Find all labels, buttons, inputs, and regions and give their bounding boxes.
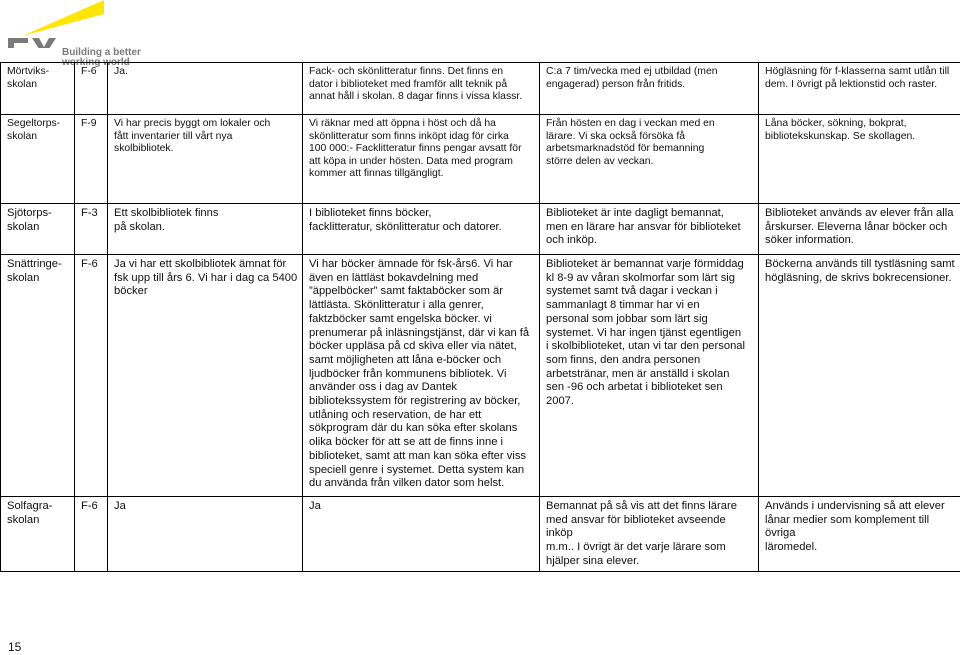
usage-cell: Högläsning för f-klasserna samt utlån till dem. I övrigt på lektionstid och raster. [759, 63, 960, 115]
table-row [1, 115, 960, 204]
grade-cell: F-6 [75, 63, 108, 115]
staffing-cell: Biblioteket är inte dagligt bemannat, men en lärare har ansvar för biblioteket och inköp. [540, 204, 759, 255]
table-row [1, 63, 960, 115]
books-cell: Vi räknar med att öppna i höst och då ha skönlitteratur som finns inköpt idag för cirka 100 000:- Facklitteratur finns pengar avsatt för att köpa in under hösten. Data med program kommer att finnas tillgängligt. [303, 115, 540, 204]
library-cell: Ett skolbibliotek finns på skolan. [108, 204, 303, 255]
page-number: 15 [8, 640, 22, 654]
table-row [1, 204, 960, 255]
ey-logo [4, 0, 144, 68]
grade-cell: F-6 [75, 255, 108, 497]
school-name-cell: Sjötorps- skolan [1, 204, 75, 255]
staffing-cell: Från hösten en dag i veckan med en lärare. Vi ska också försöka få arbetsmarknadstöd för bemanning större delen av veckan. [540, 115, 759, 204]
library-cell: Vi har precis byggt om lokaler och fått inventarier till vårt nya skolbibliotek. [108, 115, 303, 204]
ey-logo-mark [4, 0, 144, 48]
staffing-cell: C:a 7 tim/vecka med ej utbildad (men engagerad) person från fritids. [540, 63, 759, 115]
library-cell: Ja. [108, 63, 303, 115]
table-row [1, 497, 960, 572]
tagline-line-2: working world [62, 57, 130, 68]
books-cell: I biblioteket finns böcker, facklitteratur, skönlitteratur och datorer. [303, 204, 540, 255]
library-cell: Ja [108, 497, 303, 572]
staffing-cell: Biblioteket är bemannat varje förmiddag kl 8-9 av våran skolmorfar som lärt sig systemet samt två dagar i veckan i sammanlagt 8 timmar har vi en personal som jobbar som lärt sig systemet. Vi har ingen tjänst egentligen i skolbiblioteket, utan vi tar den personal som finns, den andra personen arbetstränar, men är anställd i skolan sen -96 och arbetat i biblioteket sen 2007. [540, 255, 759, 497]
school-name-cell: Snättringe- skolan [1, 255, 75, 497]
school-name-cell: Segeltorps- skolan [1, 115, 75, 204]
staffing-cell: Bemannat på så vis att det finns lärare med ansvar för biblioteket avseende inköp m.m.. I övrigt är det varje lärare som hjälper sina elever. [540, 497, 759, 572]
school-name-cell: Solfagra- skolan [1, 497, 75, 572]
usage-cell: Används i undervisning så att elever lånar medier som komplement till övriga läromedel. [759, 497, 960, 572]
books-cell: Fack- och skönlitteratur finns. Det finns en dator i biblioteket med framför allt teknik på annat håll i skolan. 8 dagar finns i vissa klassr. [303, 63, 540, 115]
usage-cell: Biblioteket används av elever från alla årskurser. Eleverna lånar böcker och söker information. [759, 204, 960, 255]
grade-cell: F-6 [75, 497, 108, 572]
usage-cell: Låna böcker, sökning, bokprat, bibliotekskunskap. Se skollagen. [759, 115, 960, 204]
logo-yellow-beam [22, 0, 104, 36]
books-cell: Vi har böcker ämnade för fsk-års6. Vi har även en lättläst bokavdelning med ”äppelböcker” samt faktaböcker som är lättlästa. Skönlitteratur i alla genrer, faktzböcker samt engelska böcker. vi prenumerar på inläsningstjänst, där vi kan få böcker uppläsa på cd skiva eller via nätet, samt möjligheten att låna e-böcker och ljudböcker från kommunens bibliotek. Vi använder oss i dag av Dantek bibliotekssystem för registrering av böcker, utlåning och reservation, de har ett sökprogram där du kan söka efter skolans olika böcker för att se att de finns inne i biblioteket, samt att man kan söka efter viss speciell genre i systemet. Detta system kan du använda från vilken dator som helst. [303, 255, 540, 497]
logo-ey-letters [8, 38, 56, 48]
school-name-cell: Mörtviks- skolan [1, 63, 75, 115]
table-row [1, 255, 960, 497]
books-cell: Ja [303, 497, 540, 572]
school-library-table [0, 62, 960, 572]
grade-cell: F-9 [75, 115, 108, 204]
usage-cell: Böckerna används till tystläsning samt högläsning, de skrivs bokrecensioner. [759, 255, 960, 497]
tagline-line-1: Building a better [62, 47, 141, 58]
grade-cell: F-3 [75, 204, 108, 255]
library-cell: Ja vi har ett skolbibliotek ämnat för fsk upp till års 6. Vi har i dag ca 5400 böcker [108, 255, 303, 497]
